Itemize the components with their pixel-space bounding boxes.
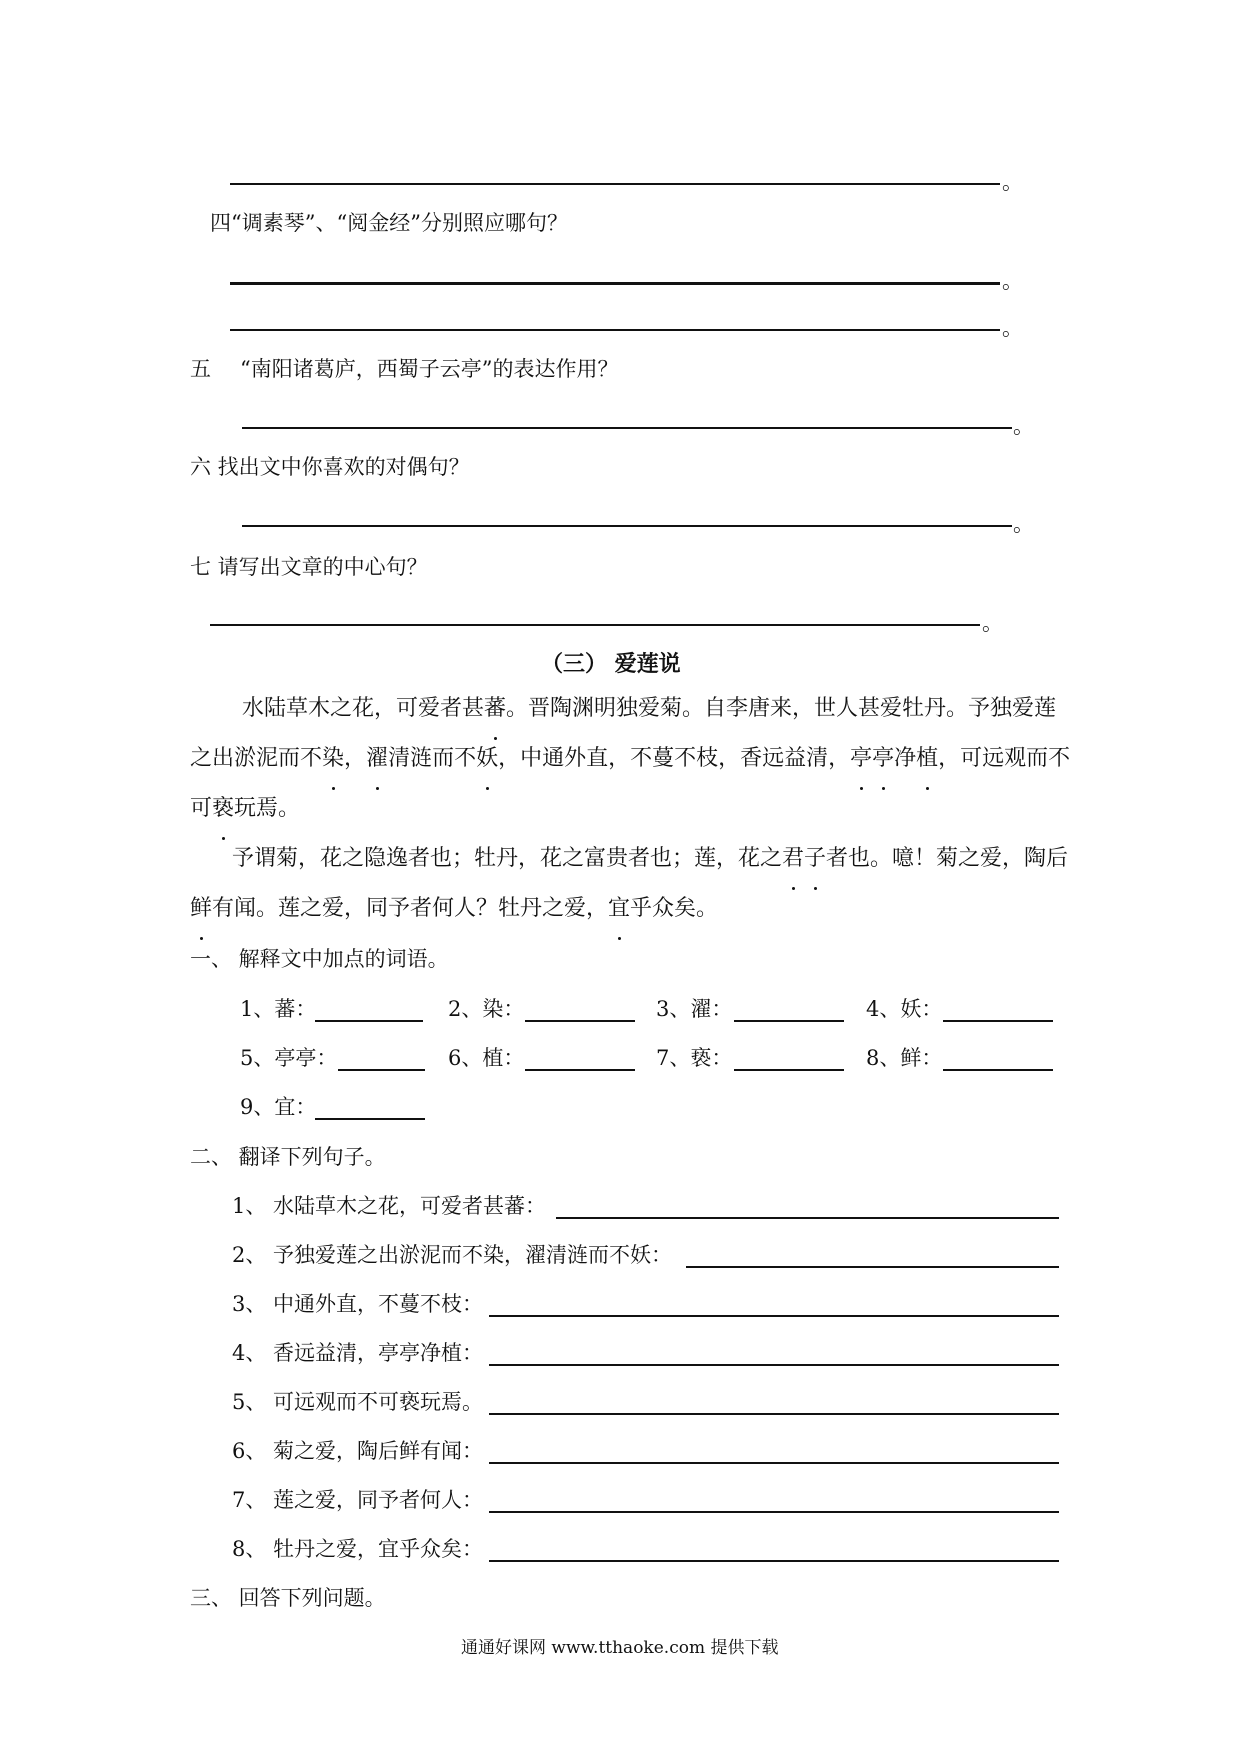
answer-line[interactable] [230,183,1000,185]
vocab-blank[interactable] [315,1020,423,1022]
vocab-blank[interactable] [315,1118,425,1120]
period: 。 [1013,512,1034,536]
vocab-blank[interactable] [734,1020,844,1022]
vocab-item: 6、植： [448,1046,525,1070]
passage-paragraph-1-line-3: 可亵玩焉。 [190,784,300,834]
translate-item: 3、 中通外直，不蔓不枝： [232,1292,484,1316]
vocab-blank[interactable] [734,1069,844,1071]
vocab-blank[interactable] [338,1069,425,1071]
passage-paragraph-1-line-2: 之出淤泥而不染，濯清涟而不妖，中通外直，不蔓不枝，香远益清，亭亭净植，可远观而不 [190,734,1070,784]
vocab-item: 1、蕃： [240,997,317,1021]
translate-blank[interactable] [556,1217,1059,1219]
translate-blank[interactable] [489,1511,1059,1513]
period: 。 [1002,316,1023,340]
translate-item: 6、 菊之爱，陶后鲜有闻： [232,1439,484,1463]
question-5-number: 五 [190,357,211,381]
question-4: 四“调素琴”、“阅金经”分别照应哪句？ [210,211,568,235]
translate-item: 8、 牡丹之爱，宜乎众矣： [232,1537,484,1561]
period: 。 [982,611,1003,635]
translate-blank[interactable] [489,1413,1059,1415]
translate-blank[interactable] [489,1315,1059,1317]
question-5: “南阳诸葛庐，西蜀子云亭”的表达作用？ [240,357,619,381]
translate-item: 1、 水陆草木之花，可爱者甚蕃： [232,1194,547,1218]
vocab-blank[interactable] [525,1069,635,1071]
translate-item: 2、 予独爱莲之出淤泥而不染，濯清涟而不妖： [232,1243,673,1267]
period: 。 [1002,269,1023,293]
vocab-blank[interactable] [943,1020,1053,1022]
vocab-blank[interactable] [943,1069,1053,1071]
answer-line[interactable] [242,525,1012,527]
translate-blank[interactable] [686,1266,1059,1268]
passage-paragraph-2-line-1: 予谓菊，花之隐逸者也；牡丹，花之富贵者也；莲，花之君子者也。噫！菊之爱，陶后 [232,834,1068,884]
vocab-item: 3、濯： [656,997,733,1021]
passage-paragraph-2-line-2: 鲜有闻。莲之爱，同予者何人？牡丹之爱，宜乎众矣。 [190,884,718,934]
question-7: 七 请写出文章的中心句？ [190,555,428,579]
vocab-item: 7、亵： [656,1046,733,1070]
translate-item: 4、 香远益清，亭亭净植： [232,1341,484,1365]
vocab-item: 9、宜： [240,1095,317,1119]
vocab-blank[interactable] [525,1020,635,1022]
part-1-heading: 一、 解释文中加点的词语。 [190,947,449,971]
passage-paragraph-1-line-1: 水陆草木之花，可爱者甚蕃。晋陶渊明独爱菊。自李唐来，世人甚爱牡丹。予独爱莲 [242,684,1056,734]
answer-line[interactable] [230,282,1000,285]
vocab-item: 5、亭亭： [240,1046,338,1070]
vocab-item: 8、鲜： [866,1046,943,1070]
answer-line[interactable] [230,329,1000,331]
answer-line[interactable] [210,624,980,626]
translate-blank[interactable] [489,1560,1059,1562]
translate-blank[interactable] [489,1364,1059,1366]
vocab-item: 4、妖： [866,997,943,1021]
footer-text: 通通好课网 www.tthaoke.com 提供下载 [461,1638,779,1658]
section-title: （三） 爱莲说 [541,651,681,677]
question-6: 六 找出文中你喜欢的对偶句？ [190,455,470,479]
translate-item: 5、 可远观而不可亵玩焉。 [232,1390,484,1414]
translate-blank[interactable] [489,1462,1059,1464]
period: 。 [1013,414,1034,438]
answer-line[interactable] [242,427,1012,429]
translate-item: 7、 莲之爱，同予者何人： [232,1488,484,1512]
period: 。 [1002,170,1023,194]
vocab-item: 2、染： [448,997,525,1021]
part-3-heading: 三、 回答下列问题。 [190,1586,386,1610]
part-2-heading: 二、 翻译下列句子。 [190,1145,386,1169]
